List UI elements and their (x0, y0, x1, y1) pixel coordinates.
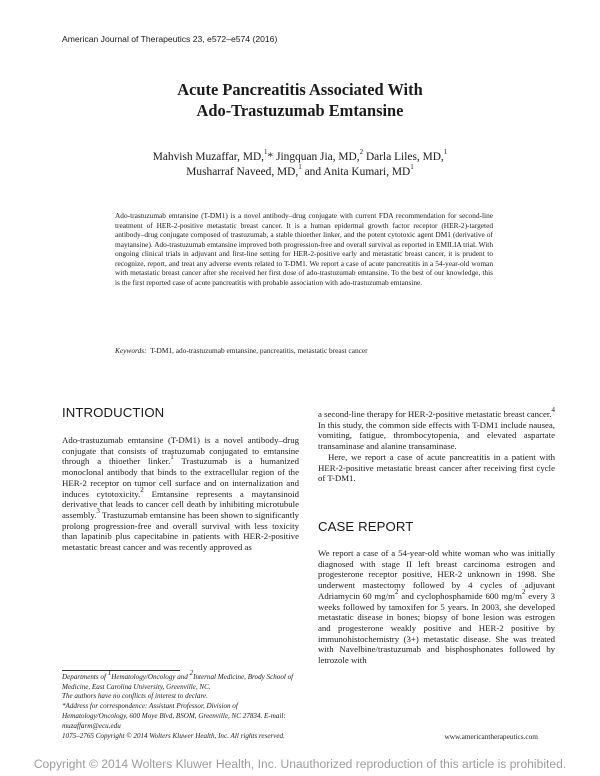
keywords-label: Keywords: (115, 346, 147, 355)
introduction-paragraph-continued: a second-line therapy for HER-2-positive metastatic breast cancer.$^4$ In this study, the common side effects with T-DM1 include nausea, vomiting, fatigue, thrombocytopenia, and elevated aspartate transaminase and alanine transaminase. (318, 406, 556, 452)
case-report-paragraph: We report a case of a 54-year-old white woman who was initially diagnosed with stage II left breast carcinoma estrogen and progesterone receptor positive, HER-2 unknown in 1998. She underwent mastectomy followed by 4 cycles of adjuvant Adriamycin 60 $mg/m^2$ and cyclophosphamide 600 $mg/m^2$ every 3 weeks followed by tamoxifen for 5 years. In 2003, she developed metastatic disease in bones; biopsy of bone lesion was estrogen and progesterone weakly positive and HER-2 positive by immunohistochemistry (3+) metastatic disease. She was treated with Navelbine/trastuzumab and bisphosphonates followed by letrozole with (318, 548, 555, 666)
abstract-text: Ado-trastuzumab emtansine (T-DM1) is a novel antibody–drug conjugate with current FDA recommendation for second-line treatment of HER-2-positive metastatic breast cancer. It is a human epidermal growth factor receptor (HER-2)-targeted antibody–drug conjugate composed of trastuzumab, a stable thioether linker, and the potent cytotoxic agent DM1 (derivative of maytansine). Ado-trastuzumab emtansine improved both progression-free and overall survival as reported in EMILIA trial. With ongoing clinical trials in adjuvant and first-line setting for HER-2-positive early and metastatic breast cancer, it is prudent to recognize, report, and treat any adverse events related to T-DM1. We report a case of acute pancreatitis in a 54-year-old woman with metastatic breast cancer after she received her first dose of ado-trastuzumab emtansine. To the best of our knowledge, this is the first reported case of acute pancreatitis with probable association with ado-trastuzumab emtansine. (115, 211, 493, 287)
abstract (115, 211, 493, 287)
conflicts-statement: The authors have no conflicts of interest to declare. (62, 692, 208, 701)
footnotes (62, 668, 299, 731)
introduction-heading: INTRODUCTION (62, 405, 165, 420)
case-report-body (318, 548, 555, 666)
correspondence: *Address for correspondence: Assistant Professor, Division of Hematology/Oncology, 600 Moye Blvd, BSOM, Greenville, NC 27834. E-mail: muzaffarm@ecu.edu (62, 702, 286, 730)
author-line-2: Musharraf Naveed, MD,$^1$ and Anita Kumari, $MD^1$ (186, 163, 414, 178)
affiliations: Departments of $^1$Hematology/Oncology and $^2$Internal Medicine, Brody School of Medicine, East Carolina University, Greenville, NC. (62, 668, 294, 691)
article-title (62, 79, 538, 121)
footnote-divider (62, 670, 180, 671)
introduction-continued (318, 406, 556, 484)
copyright-watermark: Copyright © 2014 Wolters Kluwer Health, Inc. Unauthorized reproduction of this article is prohibited. (33, 757, 567, 771)
author-list (62, 150, 538, 180)
introduction-paragraph: Ado-trastuzumab emtansine (T-DM1) is a novel antibody–drug conjugate that consists of trastuzumab conjugated to emtansine through a thioether linker.$^1$ Trastuzumab is a humanized monoclonal antibody that binds to the extracellular region of the HER-2 receptor on tumor cell surface and on internalization and induces cytotoxicity.$^2$ Emtansine represents a maytansinoid derivative that leads to cancer cell death by inhibiting microtubule assembly.$^3$ Trastuzumab emtansine has been shown to significantly prolong progression-free and overall survival with less toxicity than lapatinib plus capecitabine in patients with HER-2-positive metastatic breast cancer and was recently approved as (62, 435, 299, 553)
journal-header: American Journal of Therapeutics 23, e572–e574 (2016) (62, 34, 278, 44)
introduction-body (62, 435, 299, 553)
keywords (115, 346, 493, 356)
introduction-paragraph-2: Here, we report a case of acute pancreatitis in a patient with HER-2-positive metastatic breast cancer after receiving first cycle of T-DM1. (318, 451, 555, 484)
author-line-1: Mahvish Muzaffar, MD,$^1$* Jingquan Jia, MD,$^2$ Darla Liles, MD,$^1$ (152, 148, 448, 163)
title-line-2: Ado-Trastuzumab Emtansine (196, 101, 404, 120)
case-report-heading: CASE REPORT (318, 519, 414, 534)
title-line-1: Acute Pancreatitis Associated With (177, 80, 423, 99)
keywords-list: T-DM1, ado-trastuzumab emtansine, pancreatitis, metastatic breast cancer (150, 346, 368, 355)
copyright-line: 1075–2765 Copyright © 2014 Wolters Kluwer Health, Inc. All rights reserved. (62, 732, 285, 740)
journal-website: www.americantherapeutics.com (444, 732, 538, 741)
